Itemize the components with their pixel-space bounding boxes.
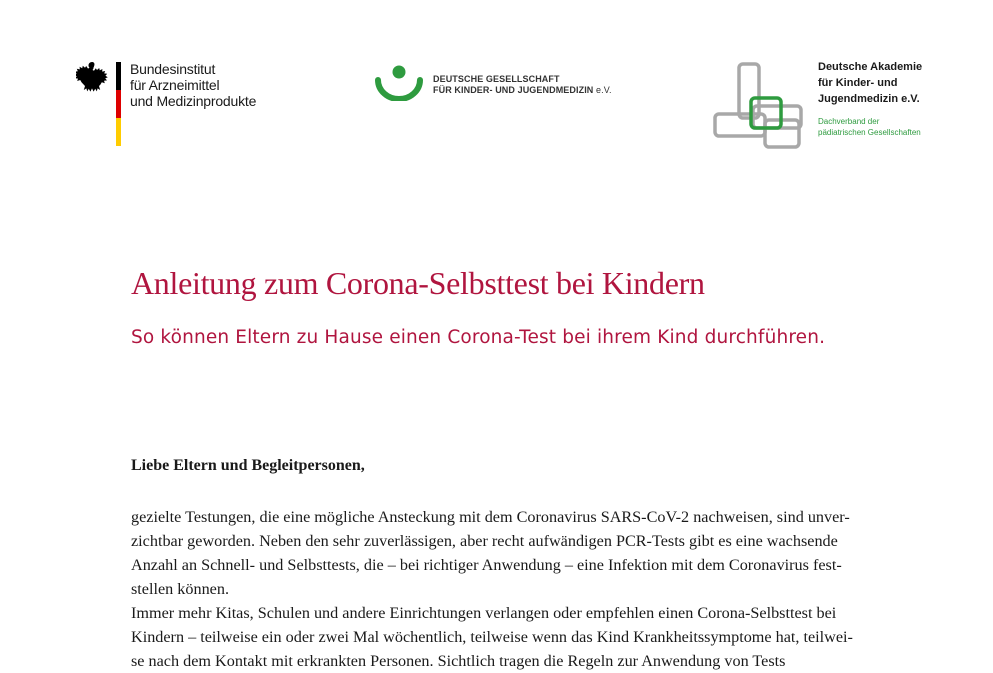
dgkj-name-line-1: DEUTSCHE GESELLSCHAFT bbox=[433, 74, 560, 84]
dakj-name-line-3: Jugendmedizin e.V. bbox=[818, 93, 920, 105]
federal-eagle-icon bbox=[76, 60, 108, 94]
german-flag-bar bbox=[116, 62, 121, 146]
dakj-interlocking-squares-icon bbox=[713, 62, 805, 150]
greeting: Liebe Eltern und Begleitpersonen, bbox=[131, 457, 365, 474]
dgkj-name-line-2: FÜR KINDER- UND JUGENDMEDIZIN bbox=[433, 85, 594, 95]
dgkj-figure-icon bbox=[375, 63, 423, 101]
bfarm-name-line-2: für Arzneimittel bbox=[130, 77, 220, 93]
body-line: Kindern – teilweise ein oder zwei Mal wöchentlich, teilweise wenn das Kind Krankheitssymptome hat, teilwei- bbox=[131, 628, 853, 646]
document-title: Anleitung zum Corona-Selbsttest bei Kindern bbox=[131, 265, 705, 301]
dakj-name-line-2: für Kinder- und bbox=[818, 77, 898, 89]
bfarm-name-line-3: und Medizinprodukte bbox=[130, 93, 257, 109]
dakj-sub-line-1: Dachverband der bbox=[818, 117, 880, 126]
dgkj-name-suffix: e.V. bbox=[596, 85, 612, 95]
dakj-sub-line-2: pädiatrischen Gesellschaften bbox=[818, 128, 921, 137]
dgkj-name-line-2-wrap bbox=[433, 85, 612, 96]
body-line: stellen können. bbox=[131, 580, 230, 598]
dakj-name-line-1: Deutsche Akademie bbox=[818, 61, 923, 73]
body-line: Anzahl an Schnell- und Selbsttests, die – bei richtiger Anwendung – eine Infektion mit dem Coronavirus fest- bbox=[131, 556, 842, 574]
document-subtitle: So können Eltern zu Hause einen Corona-Test bei ihrem Kind durchführen. bbox=[131, 327, 826, 348]
bfarm-name-line-1: Bundesinstitut bbox=[130, 61, 216, 77]
body-line: se nach dem Kontakt mit erkrankten Personen. Sichtlich tragen die Regeln zur Anwendung von Tests bbox=[131, 652, 786, 670]
body-line: gezielte Testungen, die eine mögliche Ansteckung mit dem Coronavirus SARS-CoV-2 nachweisen, sind unver- bbox=[131, 508, 850, 526]
body-line: zichtbar geworden. Neben den sehr zuverlässigen, aber recht aufwändigen PCR-Tests gibt es eine wachsende bbox=[131, 532, 838, 550]
body-line: Immer mehr Kitas, Schulen und andere Einrichtungen verlangen oder empfehlen einen Corona-Selbsttest bei bbox=[131, 604, 837, 622]
